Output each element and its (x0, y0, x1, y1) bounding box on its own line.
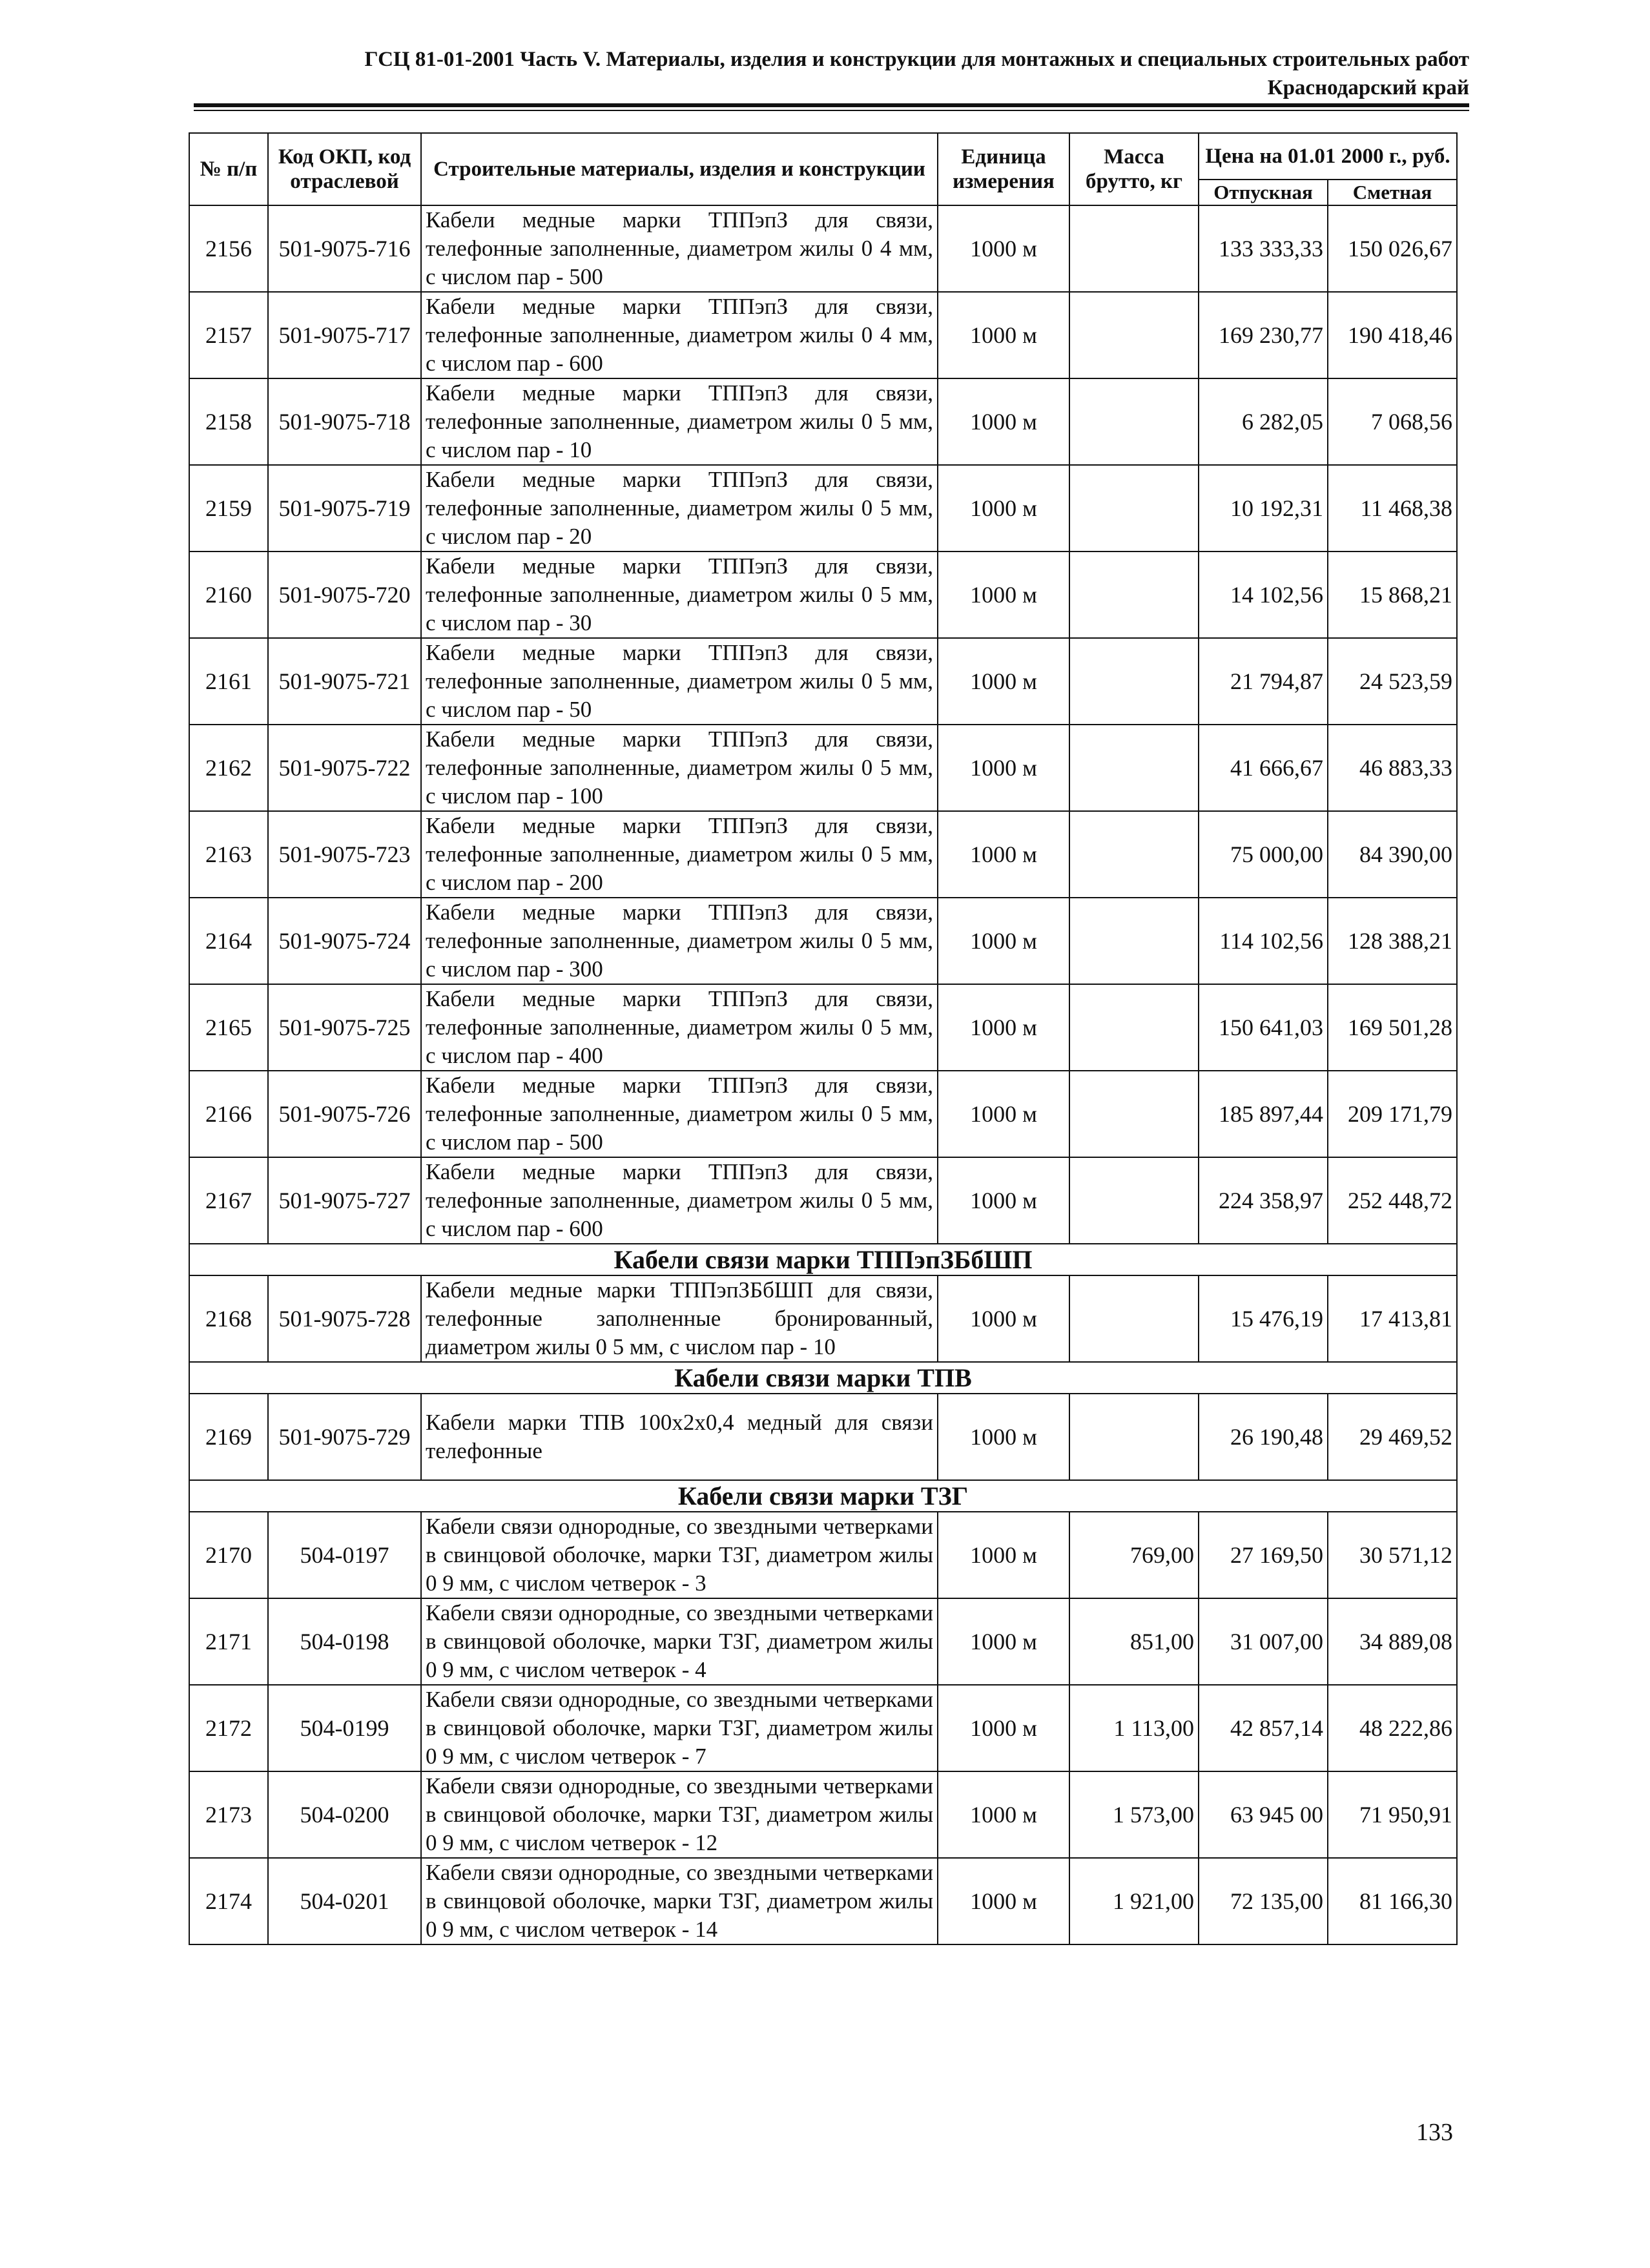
table-row (189, 292, 1457, 378)
cell-estimate-price: 71 950,91 (1328, 1771, 1457, 1858)
table-row (189, 465, 1457, 552)
cell-release-price: 26 190,48 (1199, 1394, 1328, 1480)
cell-code: 501-9075-724 (268, 898, 421, 984)
table-row (189, 1071, 1457, 1157)
cell-estimate-price: 34 889,08 (1328, 1598, 1457, 1685)
cell-code: 501-9075-716 (268, 205, 421, 292)
table-row (189, 811, 1457, 898)
cell-estimate-price: 7 068,56 (1328, 378, 1457, 465)
cell-mass: 1 113,00 (1069, 1685, 1199, 1771)
cell-mass: 1 573,00 (1069, 1771, 1199, 1858)
cell-release-price: 72 135,00 (1199, 1858, 1328, 1944)
table-row (189, 378, 1457, 465)
col-header-code: Код ОКП, код отраслевой (268, 133, 421, 205)
header-region: Краснодарский край (1267, 76, 1469, 99)
col-header-price: Цена на 01.01 2000 г., руб. (1199, 133, 1457, 180)
cell-release-price: 75 000,00 (1199, 811, 1328, 898)
cell-unit: 1000 м (938, 811, 1069, 898)
cell-code: 501-9075-728 (268, 1275, 421, 1362)
cell-estimate-price: 24 523,59 (1328, 638, 1457, 725)
cell-release-price: 6 282,05 (1199, 378, 1328, 465)
cell-desc: Кабели марки ТПВ 100х2х0,4 медный для связи телефонные (421, 1394, 938, 1480)
cell-desc: Кабели медные марки ТППэпЗ для связи, телефонные заполненные, диаметром жилы 0 5 мм, с числом пар - 400 (421, 984, 938, 1071)
table-row (189, 1771, 1457, 1858)
cell-no: 2169 (189, 1394, 268, 1480)
cell-estimate-price: 169 501,28 (1328, 984, 1457, 1071)
cell-release-price: 42 857,14 (1199, 1685, 1328, 1771)
cell-code: 504-0199 (268, 1685, 421, 1771)
col-header-desc: Строительные материалы, изделия и конструкции (421, 133, 938, 205)
header-rule-thick (194, 103, 1469, 107)
cell-no: 2167 (189, 1157, 268, 1244)
cell-no: 2156 (189, 205, 268, 292)
table-row (189, 1275, 1457, 1362)
cell-mass: 1 921,00 (1069, 1858, 1199, 1944)
cell-code: 501-9075-727 (268, 1157, 421, 1244)
cell-mass (1069, 1394, 1199, 1480)
cell-mass (1069, 465, 1199, 552)
table-row (189, 552, 1457, 638)
cell-desc: Кабели связи однородные, со звездными четверками в свинцовой оболочке, марки ТЗГ, диаметром жилы 0 9 мм, с числом четверок - 3 (421, 1512, 938, 1598)
cell-unit: 1000 м (938, 1598, 1069, 1685)
cell-desc: Кабели медные марки ТППэпЗ для связи, телефонные заполненные, диаметром жилы 0 5 мм, с числом пар - 100 (421, 725, 938, 811)
cell-estimate-price: 81 166,30 (1328, 1858, 1457, 1944)
cell-code: 501-9075-725 (268, 984, 421, 1071)
table-row (189, 638, 1457, 725)
cell-unit: 1000 м (938, 1071, 1069, 1157)
cell-unit: 1000 м (938, 1157, 1069, 1244)
cell-no: 2170 (189, 1512, 268, 1598)
cell-code: 501-9075-717 (268, 292, 421, 378)
cell-unit: 1000 м (938, 1275, 1069, 1362)
cell-desc: Кабели медные марки ТППэпЗ для связи, телефонные заполненные, диаметром жилы 0 5 мм, с числом пар - 500 (421, 1071, 938, 1157)
cell-unit: 1000 м (938, 1771, 1069, 1858)
cell-mass: 769,00 (1069, 1512, 1199, 1598)
cell-unit: 1000 м (938, 1512, 1069, 1598)
cell-unit: 1000 м (938, 638, 1069, 725)
cell-mass (1069, 811, 1199, 898)
cell-desc: Кабели медные марки ТППэпЗ для связи, телефонные заполненные, диаметром жилы 0 4 мм, с числом пар - 500 (421, 205, 938, 292)
cell-no: 2163 (189, 811, 268, 898)
cell-unit: 1000 м (938, 552, 1069, 638)
cell-estimate-price: 17 413,81 (1328, 1275, 1457, 1362)
cell-mass (1069, 638, 1199, 725)
cell-release-price: 14 102,56 (1199, 552, 1328, 638)
cell-estimate-price: 30 571,12 (1328, 1512, 1457, 1598)
cell-no: 2161 (189, 638, 268, 725)
cell-estimate-price: 84 390,00 (1328, 811, 1457, 898)
cell-desc: Кабели связи однородные, со звездными четверками в свинцовой оболочке, марки ТЗГ, диаметром жилы 0 9 мм, с числом четверок - 4 (421, 1598, 938, 1685)
cell-no: 2162 (189, 725, 268, 811)
cell-desc: Кабели медные марки ТППэпЗ для связи, телефонные заполненные, диаметром жилы 0 5 мм, с числом пар - 50 (421, 638, 938, 725)
cell-code: 501-9075-723 (268, 811, 421, 898)
cell-no: 2172 (189, 1685, 268, 1771)
cell-no: 2159 (189, 465, 268, 552)
cell-code: 501-9075-721 (268, 638, 421, 725)
cell-desc: Кабели медные марки ТППэпЗ для связи, телефонные заполненные, диаметром жилы 0 5 мм, с числом пар - 30 (421, 552, 938, 638)
cell-unit: 1000 м (938, 378, 1069, 465)
cell-release-price: 150 641,03 (1199, 984, 1328, 1071)
cell-estimate-price: 150 026,67 (1328, 205, 1457, 292)
cell-mass (1069, 1275, 1199, 1362)
cell-unit: 1000 м (938, 1394, 1069, 1480)
cell-unit: 1000 м (938, 898, 1069, 984)
cell-desc: Кабели связи однородные, со звездными четверками в свинцовой оболочке, марки ТЗГ, диаметром жилы 0 9 мм, с числом четверок - 12 (421, 1771, 938, 1858)
cell-estimate-price: 15 868,21 (1328, 552, 1457, 638)
cell-mass (1069, 552, 1199, 638)
table-row (189, 1598, 1457, 1685)
cell-release-price: 133 333,33 (1199, 205, 1328, 292)
cell-release-price: 224 358,97 (1199, 1157, 1328, 1244)
cell-release-price: 27 169,50 (1199, 1512, 1328, 1598)
cell-no: 2173 (189, 1771, 268, 1858)
cell-mass (1069, 378, 1199, 465)
table-row (189, 1157, 1457, 1244)
cell-release-price: 41 666,67 (1199, 725, 1328, 811)
section-header (189, 1480, 1457, 1512)
col-header-release: Отпускная (1199, 180, 1328, 205)
cell-estimate-price: 190 418,46 (1328, 292, 1457, 378)
cell-unit: 1000 м (938, 292, 1069, 378)
cell-release-price: 185 897,44 (1199, 1071, 1328, 1157)
cell-estimate-price: 29 469,52 (1328, 1394, 1457, 1480)
cell-code: 501-9075-729 (268, 1394, 421, 1480)
table-row (189, 1858, 1457, 1944)
cell-mass (1069, 292, 1199, 378)
cell-desc: Кабели медные марки ТППэпЗ для связи, телефонные заполненные, диаметром жилы 0 5 мм, с числом пар - 600 (421, 1157, 938, 1244)
cell-mass (1069, 984, 1199, 1071)
page-number: 133 (1416, 2119, 1453, 2146)
cell-unit: 1000 м (938, 1685, 1069, 1771)
cell-desc: Кабели медные марки ТППэпЗ для связи, телефонные заполненные, диаметром жилы 0 5 мм, с числом пар - 300 (421, 898, 938, 984)
cell-no: 2165 (189, 984, 268, 1071)
section-title: Кабели связи марки ТПВ (189, 1362, 1457, 1394)
price-table (189, 132, 1458, 1945)
cell-code: 501-9075-726 (268, 1071, 421, 1157)
cell-estimate-price: 128 388,21 (1328, 898, 1457, 984)
cell-code: 501-9075-718 (268, 378, 421, 465)
cell-desc: Кабели медные марки ТППэпЗ для связи, телефонные заполненные, диаметром жилы 0 5 мм, с числом пар - 200 (421, 811, 938, 898)
cell-desc: Кабели медные марки ТППэпЗ для связи, телефонные заполненные, диаметром жилы 0 4 мм, с числом пар - 600 (421, 292, 938, 378)
table-row (189, 1685, 1457, 1771)
cell-desc: Кабели медные марки ТППэпЗБбШП для связи, телефонные заполненные бронированный, диаметром жилы 0 5 мм, с числом пар - 10 (421, 1275, 938, 1362)
table-row (189, 898, 1457, 984)
header-rule-thin (194, 110, 1469, 111)
cell-no: 2166 (189, 1071, 268, 1157)
cell-no: 2168 (189, 1275, 268, 1362)
cell-unit: 1000 м (938, 1858, 1069, 1944)
page-header (194, 45, 1469, 102)
cell-no: 2171 (189, 1598, 268, 1685)
cell-release-price: 114 102,56 (1199, 898, 1328, 984)
col-header-estimate: Сметная (1328, 180, 1457, 205)
cell-desc: Кабели связи однородные, со звездными четверками в свинцовой оболочке, марки ТЗГ, диаметром жилы 0 9 мм, с числом четверок - 14 (421, 1858, 938, 1944)
cell-mass (1069, 1071, 1199, 1157)
cell-code: 501-9075-720 (268, 552, 421, 638)
cell-code: 504-0198 (268, 1598, 421, 1685)
cell-unit: 1000 м (938, 205, 1069, 292)
cell-no: 2157 (189, 292, 268, 378)
cell-desc: Кабели медные марки ТППэпЗ для связи, телефонные заполненные, диаметром жилы 0 5 мм, с числом пар - 20 (421, 465, 938, 552)
cell-no: 2160 (189, 552, 268, 638)
col-header-mass: Масса брутто, кг (1069, 133, 1199, 205)
section-title: Кабели связи марки ТППэпЗБбШП (189, 1244, 1457, 1275)
cell-desc: Кабели медные марки ТППэпЗ для связи, телефонные заполненные, диаметром жилы 0 5 мм, с числом пар - 10 (421, 378, 938, 465)
table-row (189, 205, 1457, 292)
table-row (189, 984, 1457, 1071)
cell-code: 504-0200 (268, 1771, 421, 1858)
table-body (189, 205, 1457, 1944)
cell-estimate-price: 11 468,38 (1328, 465, 1457, 552)
section-title: Кабели связи марки ТЗГ (189, 1480, 1457, 1512)
cell-estimate-price: 209 171,79 (1328, 1071, 1457, 1157)
cell-release-price: 31 007,00 (1199, 1598, 1328, 1685)
cell-release-price: 10 192,31 (1199, 465, 1328, 552)
cell-mass (1069, 205, 1199, 292)
cell-code: 501-9075-719 (268, 465, 421, 552)
header-title: ГСЦ 81-01-2001 Часть V. Материалы, изделия и конструкции для монтажных и специальных строительных работ (364, 48, 1469, 71)
cell-code: 501-9075-722 (268, 725, 421, 811)
cell-desc: Кабели связи однородные, со звездными четверками в свинцовой оболочке, марки ТЗГ, диаметром жилы 0 9 мм, с числом четверок - 7 (421, 1685, 938, 1771)
cell-unit: 1000 м (938, 465, 1069, 552)
cell-no: 2164 (189, 898, 268, 984)
cell-unit: 1000 м (938, 984, 1069, 1071)
cell-estimate-price: 48 222,86 (1328, 1685, 1457, 1771)
section-header (189, 1362, 1457, 1394)
table-row (189, 1394, 1457, 1480)
table-row (189, 1512, 1457, 1598)
cell-release-price: 63 945 00 (1199, 1771, 1328, 1858)
cell-no: 2158 (189, 378, 268, 465)
cell-estimate-price: 252 448,72 (1328, 1157, 1457, 1244)
cell-code: 504-0201 (268, 1858, 421, 1944)
cell-mass: 851,00 (1069, 1598, 1199, 1685)
cell-no: 2174 (189, 1858, 268, 1944)
section-header (189, 1244, 1457, 1275)
table-row (189, 725, 1457, 811)
cell-release-price: 169 230,77 (1199, 292, 1328, 378)
cell-mass (1069, 1157, 1199, 1244)
cell-mass (1069, 898, 1199, 984)
cell-mass (1069, 725, 1199, 811)
cell-code: 504-0197 (268, 1512, 421, 1598)
cell-release-price: 21 794,87 (1199, 638, 1328, 725)
cell-estimate-price: 46 883,33 (1328, 725, 1457, 811)
cell-unit: 1000 м (938, 725, 1069, 811)
cell-release-price: 15 476,19 (1199, 1275, 1328, 1362)
col-header-unit: Единица измерения (938, 133, 1069, 205)
col-header-no: № п/п (189, 133, 268, 205)
